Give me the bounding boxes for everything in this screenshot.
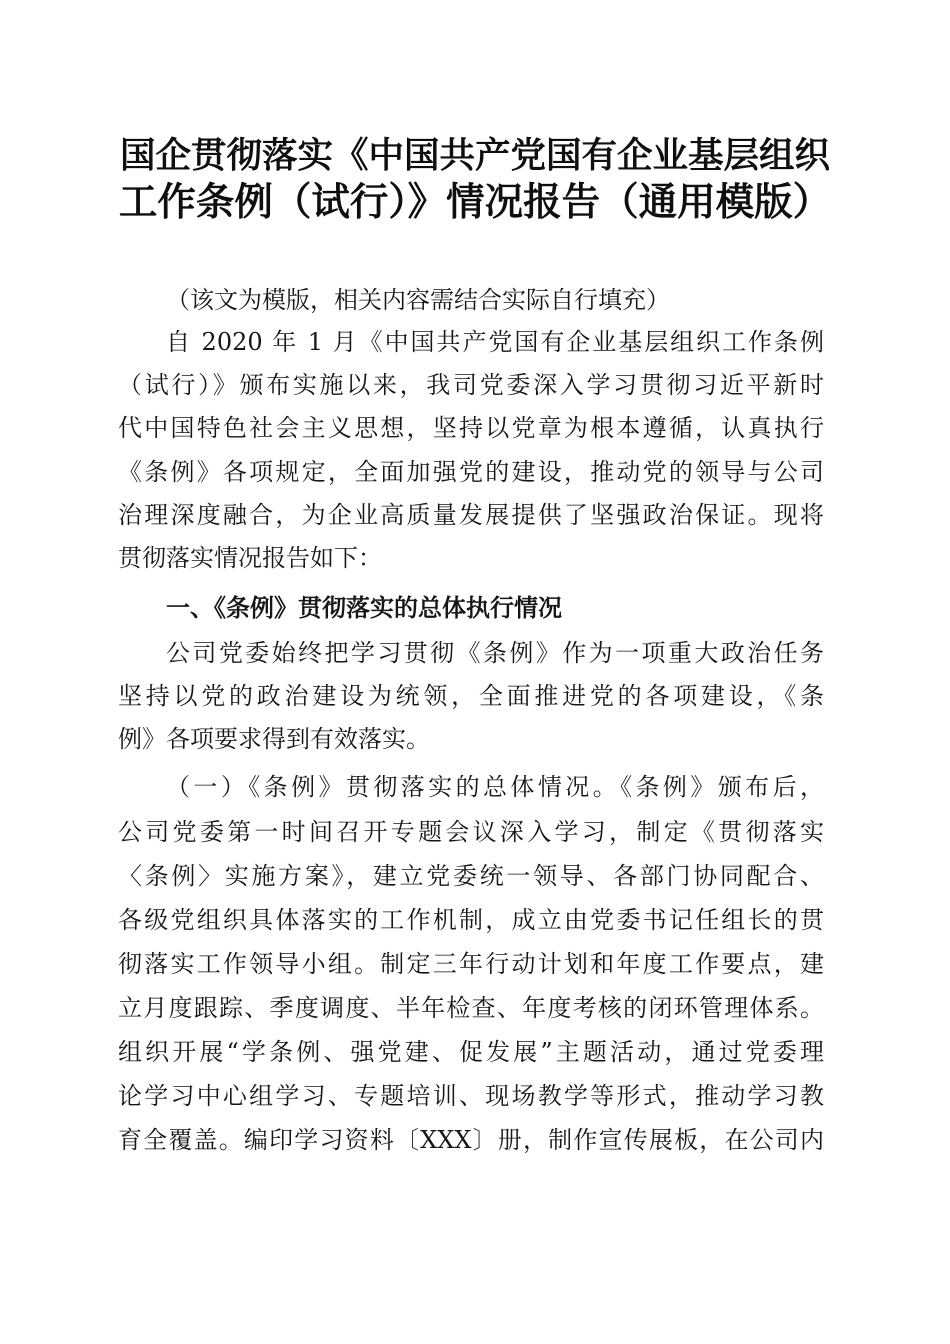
paragraph-2-line: 立月度跟踪、季度调度、半年检查、年度考核的闭环管理体系。: [118, 994, 824, 1022]
intro-line: 贯彻落实情况报告如下：: [118, 544, 382, 572]
section-heading-1: 一、《条例》贯彻落实的总体执行情况: [166, 594, 562, 622]
paragraph-2-line: 彻落实工作领导小组。制定三年行动计划和年度工作要点，建: [118, 950, 824, 978]
document-title-line-2: 工作条例（试行）》情况报告（通用模版）: [118, 180, 832, 225]
paragraph-2-line: （一）《条例》贯彻落实的总体情况。《条例》颁布后，: [166, 773, 824, 801]
intro-line: 代中国特色社会主义思想，坚持以党章为根本遵循，认真执行: [118, 414, 824, 442]
intro-line: 治理深度融合，为企业高质量发展提供了坚强政治保证。现将: [118, 501, 824, 529]
paragraph-2-line: 组织开展“学条例、强党建、促发展”主题活动，通过党委理: [118, 1038, 824, 1066]
paragraph-2-line: 各级党组织具体落实的工作机制，成立由党委书记任组长的贯: [118, 906, 824, 934]
paragraph-1-line: 坚持以党的政治建设为统领，全面推进党的各项建设，《条: [118, 682, 824, 710]
paragraph-2-line: 公司党委第一时间召开专题会议深入学习，制定《贯彻落实: [118, 818, 824, 846]
paragraph-2-line: 〈条例〉实施方案》，建立党委统一领导、各部门协同配合、: [118, 862, 824, 890]
paragraph-1-line: 例》各项要求得到有效落实。: [118, 725, 430, 753]
paragraph-2-line: 育全覆盖。编印学习资料〔XXX〕册，制作宣传展板，在公司内: [118, 1126, 824, 1154]
paragraph-2-line: 论学习中心组学习、专题培训、现场教学等形式，推动学习教: [118, 1082, 824, 1110]
intro-line: （试行）》颁布实施以来，我司党委深入学习贯彻习近平新时: [118, 371, 824, 399]
paragraph-1-line: 公司党委始终把学习贯彻《条例》作为一项重大政治任务: [166, 639, 824, 667]
template-note: （该文为模版，相关内容需结合实际自行填充）: [166, 286, 670, 314]
intro-line: 《条例》各项规定，全面加强党的建设，推动党的领导与公司: [118, 458, 824, 486]
document-title-line-1: 国企贯彻落实《中国共产党国有企业基层组织: [119, 135, 830, 176]
intro-line: 自 2020 年 1 月《中国共产党国有企业基层组织工作条例: [166, 328, 824, 356]
